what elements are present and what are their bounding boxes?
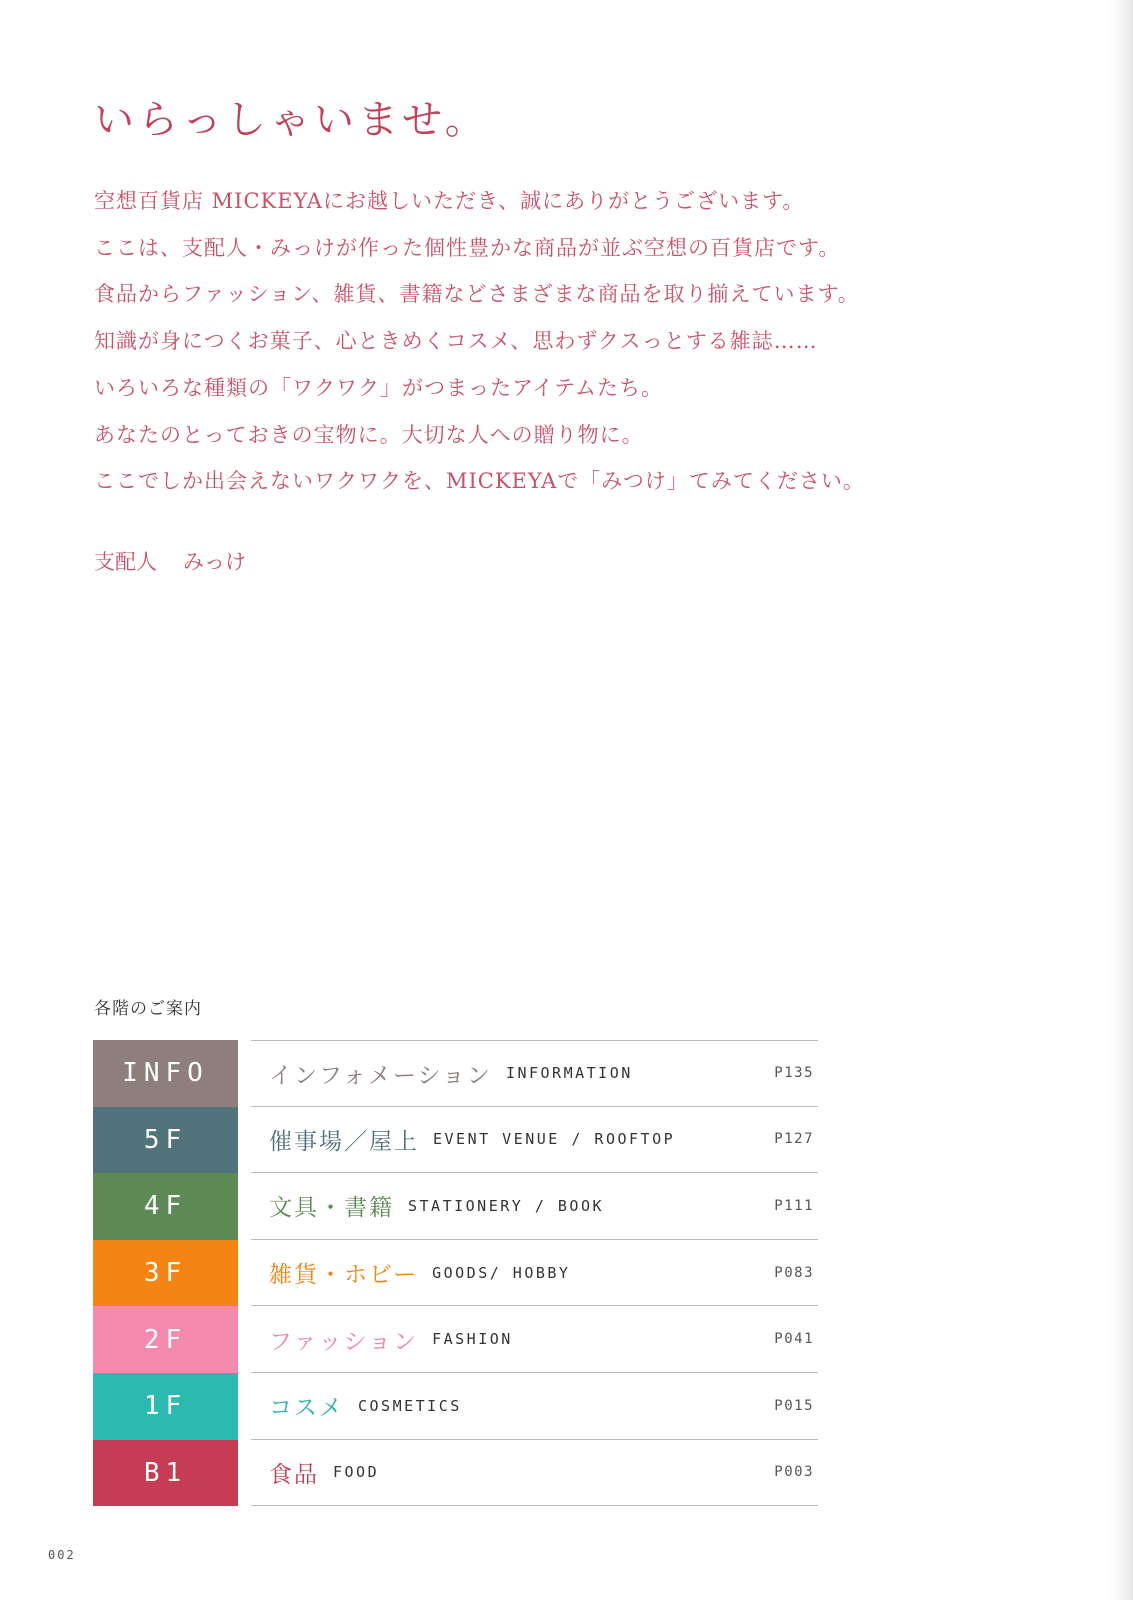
floor-row[interactable] <box>93 1440 818 1507</box>
floor-directory <box>93 1040 818 1506</box>
floor-guide-heading: 各階のご案内 <box>94 999 202 1019</box>
floor-name-en: FASHION <box>432 1330 513 1349</box>
floor-label: INFO <box>93 1040 238 1107</box>
signature-name: みっけ <box>183 550 246 574</box>
floor-entry <box>251 1040 818 1107</box>
intro-line: ここでしか出会えないワクワクを、MICKEYAで「みつけ」てみてください。 <box>94 469 865 494</box>
floor-row[interactable] <box>93 1373 818 1440</box>
floor-page-ref: P135 <box>774 1065 814 1082</box>
floor-label: 2F <box>93 1306 238 1373</box>
floor-entry <box>251 1173 818 1240</box>
floor-page-ref: P127 <box>774 1131 814 1148</box>
floor-row[interactable] <box>93 1107 818 1174</box>
floor-name-jp: ファッション <box>269 1328 419 1355</box>
intro-line: ここは、支配人・みっけが作った個性豊かな商品が並ぶ空想の百貨店です。 <box>94 235 841 260</box>
floor-name-jp: 催事場／屋上 <box>269 1128 419 1155</box>
floor-page-ref: P003 <box>774 1464 814 1481</box>
floor-row[interactable] <box>93 1173 818 1240</box>
page-number: 002 <box>48 1548 76 1562</box>
floor-name-jp: コスメ <box>269 1395 344 1422</box>
floor-name-jp: 食品 <box>269 1461 319 1488</box>
floor-name-en: COSMETICS <box>358 1396 462 1415</box>
floor-entry <box>251 1373 818 1440</box>
greeting-title: いらっしゃいませ。 <box>94 97 489 143</box>
floor-page-ref: P083 <box>774 1264 814 1281</box>
floor-entry <box>251 1306 818 1373</box>
intro-line: 空想百貨店 MICKEYAにお越しいただき、誠にありがとうございます。 <box>94 189 805 213</box>
page-edge-shadow <box>1109 0 1133 1600</box>
floor-name-en: EVENT VENUE / ROOFTOP <box>433 1130 676 1149</box>
intro-line: 食品からファッション、雑貨、書籍などさまざまな商品を取り揃えています。 <box>94 282 860 307</box>
floor-row[interactable] <box>93 1306 818 1373</box>
floor-page-ref: P111 <box>774 1197 814 1214</box>
floor-label: 5F <box>93 1107 238 1174</box>
floor-label: B1 <box>93 1440 238 1507</box>
intro-line: あなたのとっておきの宝物に。大切な人への贈り物に。 <box>94 422 644 447</box>
intro-line: 知識が身につくお菓子、心ときめくコスメ、思わずクスっとする雑誌…… <box>94 329 818 354</box>
floor-name-jp: 文具・書籍 <box>269 1195 394 1222</box>
floor-entry <box>251 1240 818 1307</box>
floor-row[interactable] <box>93 1240 818 1307</box>
floor-row[interactable] <box>93 1040 818 1107</box>
floor-page-ref: P015 <box>774 1397 814 1414</box>
floor-name-en: INFORMATION <box>505 1064 633 1083</box>
signature <box>94 546 246 576</box>
floor-label: 4F <box>93 1173 238 1240</box>
floor-entry <box>251 1107 818 1174</box>
floor-entry <box>251 1440 818 1507</box>
signature-role: 支配人 <box>94 550 157 574</box>
floor-name-en: STATIONERY / BOOK <box>408 1196 605 1215</box>
floor-label: 1F <box>93 1373 238 1440</box>
floor-label: 3F <box>93 1240 238 1307</box>
floor-name-en: GOODS/ HOBBY <box>432 1263 571 1282</box>
intro-text <box>94 178 865 505</box>
floor-page-ref: P041 <box>774 1331 814 1348</box>
floor-name-jp: インフォメーション <box>269 1062 492 1089</box>
floor-name-jp: 雑貨・ホビー <box>269 1262 419 1289</box>
intro-line: いろいろな種類の「ワクワク」がつまったアイテムたち。 <box>94 375 664 400</box>
floor-name-en: FOOD <box>333 1463 380 1482</box>
